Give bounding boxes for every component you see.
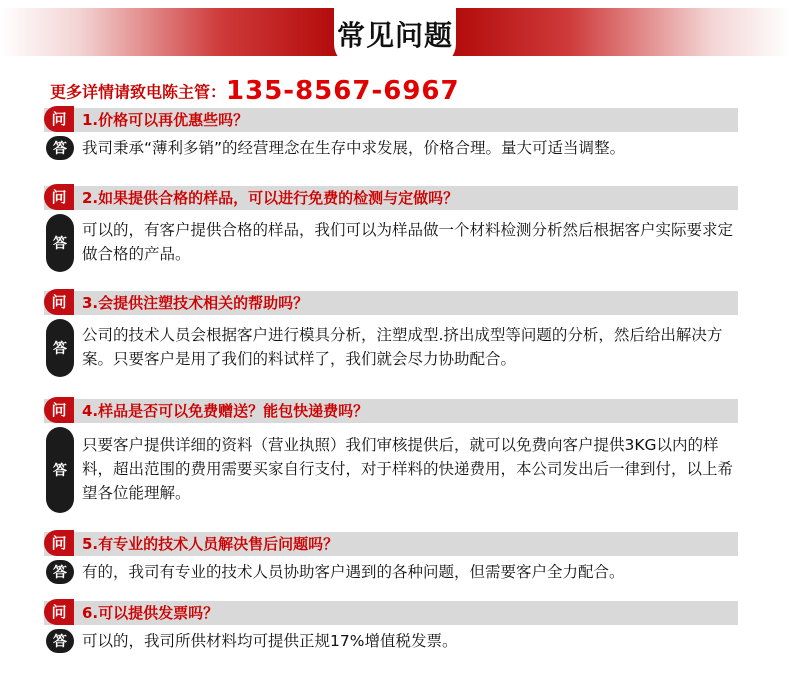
answer-text: 可以的，我司所供材料均可提供正规17%增值税发票。 (82, 632, 458, 650)
answer-text: 有的，我司有专业的技术人员协助客户遇到的各种问题，但需要客户全力配合。 (82, 563, 625, 581)
answer-row (44, 427, 738, 513)
question-row (44, 530, 738, 556)
question-text: 3.会提供注塑技术相关的帮助吗？ (82, 294, 309, 312)
answer-text: 只要客户提供详细的资料（营业执照）我们审核提供后，就可以免费向客户提供3KG以内的样料，超出范围的费用需要买家自行支付，对于样料的快递费用，本公司发出后一律到付，以上希望各位能理解。 (82, 436, 734, 502)
question-text: 4.样品是否可以免费赠送？能包快递费吗？ (82, 402, 369, 420)
question-icon: 问 (44, 289, 74, 315)
question-text: 1.价格可以再优惠些吗？ (82, 111, 249, 129)
question-row (44, 106, 738, 132)
question-icon: 问 (44, 106, 74, 132)
faq-item-4 (44, 397, 738, 513)
answer-text: 可以的，有客户提供合格的样品，我们可以为样品做一个材料检测分析然后根据客户实际要求定做合格的产品。 (82, 221, 734, 263)
faq-item-3 (44, 289, 738, 377)
answer-row (44, 560, 738, 584)
contact-line (50, 76, 460, 106)
answer-icon: 答 (46, 136, 74, 160)
faq-item-2 (44, 184, 738, 272)
faq-item-6 (44, 599, 738, 653)
contact-label: 更多详情请致电陈主管： (50, 82, 227, 102)
question-text: 2.如果提供合格的样品，可以进行免费的检测与定做吗？ (82, 189, 459, 207)
page-title: 常见问题 (336, 19, 453, 52)
question-icon: 问 (44, 397, 74, 423)
answer-row (44, 629, 738, 653)
answer-icon: 答 (46, 629, 74, 653)
answer-text: 公司的技术人员会根据客户进行模具分析，注塑成型.挤出成型等问题的分析，然后给出解决方案。只要客户是用了我们的料试样了，我们就会尽力协助配合。 (82, 326, 723, 368)
answer-row (44, 136, 738, 160)
answer-row (44, 319, 738, 377)
contact-phone: 135-8567-6967 (226, 76, 460, 106)
answer-text: 我司秉承“薄利多销”的经营理念在生存中求发展，价格合理。量大可适当调整。 (82, 139, 626, 157)
question-row (44, 184, 738, 210)
question-row (44, 599, 738, 625)
question-text: 5.有专业的技术人员解决售后问题吗？ (82, 535, 339, 553)
answer-icon: 答 (46, 214, 74, 272)
answer-icon: 答 (46, 319, 74, 377)
question-icon: 问 (44, 530, 74, 556)
answer-row (44, 214, 738, 272)
answer-icon: 答 (46, 427, 74, 513)
faq-item-1 (44, 106, 738, 160)
question-icon: 问 (44, 184, 74, 210)
faq-item-5 (44, 530, 738, 584)
question-icon: 问 (44, 599, 74, 625)
question-text: 6.可以提供发票吗？ (82, 604, 219, 622)
answer-icon: 答 (46, 560, 74, 584)
question-row (44, 397, 738, 423)
question-row (44, 289, 738, 315)
header-banner (0, 0, 790, 72)
